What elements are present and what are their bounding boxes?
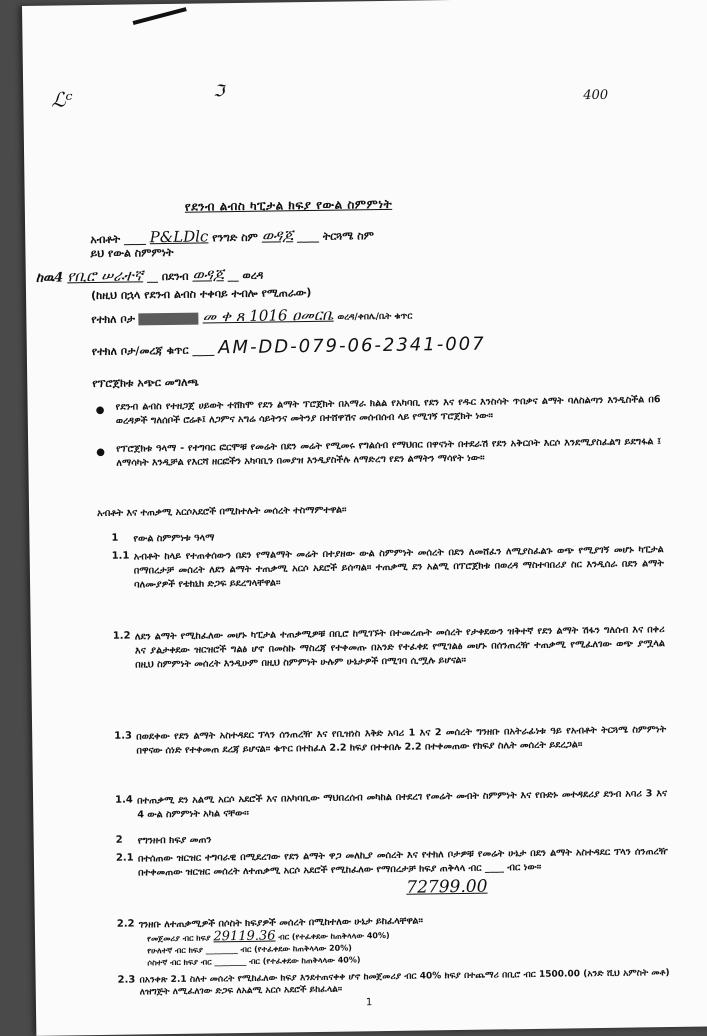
field-row-6: የተክለ ቦታ/መረጃ ቁጥር ____ AM-DD-079-06-2341-007 [91,333,486,359]
bullet-text: የደንብ ልብስ የተዘጋጀ ሀይወት ተሸክሞ የደን ልማት ፕሮጀክት በአማራ ክልል የአካባቢ የደን እና የዱር እንስሳት ጥበቃና ልማት ባለስልጣን እንዲስችል በ6 ወረዳዎች ግለሰቦች ሮሬቶ፤ ለጋምና አግሬ ሳይትንና መትንያ በተሸዋሽና መሰብሰብ ላይ የሚገኝ ፕሮጀክት ነው፡፡ [115,394,661,427]
field-row-4: (ከዚህ በኋላ የደንብ ልብስ ተቀባይ ተብሎ የሚጠራው) [90,285,312,303]
field-row-2: ይህ የውል ስምምነት [90,245,174,261]
section-number: 1 [111,532,119,544]
section-heading: የውል ስምምነቱ ዓላማ [133,532,215,545]
field-row-3: ከዉ4 የቢሮ ሠራተኛ __ በደንብ ወዳጆ __ ወረዳ [35,265,264,286]
section-number: 1.3 [114,730,132,742]
redaction [139,313,199,326]
document-page [22,0,707,1036]
bullet-icon: ● [96,446,106,459]
payment-row: የመጀመሪያ ብር ክፍያ 29119.36 ብር (የተፈቀደው ከጠቅላላው 40%) [146,928,390,945]
page-number: 1 [365,997,373,1009]
intro-text: አብቶት እና ተጠቃሚ አርሶአደሮች በሚከተሉት መሰረት ተስማምተዋል፡፡ [97,504,347,520]
field-row-7: የፕሮጀክቱ አጭር መግለጫ [92,375,199,391]
scribble-mid: ℑ [213,81,225,101]
ink-mark [133,7,187,25]
section-number: 2.3 [117,974,136,986]
section-number: 1.4 [115,794,133,806]
section-number: 2.2 [116,918,135,930]
document-title: የደንብ ልብስ ካፒታል ክፍያ የውል ስምምነት [184,196,393,214]
bullet-text: የፕሮጀክቱ ዓላማ - የተግባር ፎርሞቹ የመሬት በደን መሬት የሚመሩ የግልሰብ የማህበር በዋናነት በተደራሽ የደን አቅርቦት እርሶ እንደሚያስፈልግ ይደግፋል ፤ ለማሳካት እንዲቻል የእርሻ ዘርፎችን አካባቢን በመያዝ እንዲያስችሉ ለማድረግ የደን ልማትን ማሳየት ነው፡፡ [116,436,662,469]
scribble-top: ℒᶜ [51,87,73,112]
section-text: በተሰጠው ዝርዝር ተግባራዊ በሚደረገው የደን ልማት ዋጋ መለኪያ መሰረት እና የተክለ ቦታዎቹ የመሬት ሁኔታ በደን ልማት አስተዳደር ፕላን ሰንጠረዥ በተቀመጠው ዝርዝር መሰረት ለተጠቃሚ አርሶ አደሮች የሚከፈለው የማበረታቻ ክፍያ ጠቅላላ ብር ____ ብር ነው፡፡ [137,846,668,879]
payment-row: ሶስተኛ ብር ክፍያ ብር ________ ብር (የተፈቀደው ከጠቅላላው 40%) [147,955,361,968]
section-text: በተጠቃሚ ደን አልሚ አርሶ አደሮች እና በአካባቢው ማህበረሰብ መካከል በተደረገ የመሬት መብት ስምምነት እና የቡድኑ መተዳደሪያ ደንብ አባሪ 3 እና 4 ውል ስምምነት አካል ናቸው፡፡ [137,788,668,821]
total-amount: 72799.00 [406,876,488,898]
section-number: 1.1 [111,550,130,562]
section-heading: የግንዘብ ክፍያ መጠን [137,834,212,847]
section-text: ለደን ልማት የሚከፈለው መሆኑ ካፒታል ተጠቃሚዎቹ በቢሮ ከሚገኙት በተመረጡት መሰረት የታቀደውን ዝቅተኛ የደን ልማት ሽፋን ግለሰብ እና በቀሪ እና ያልታቀደው ዝርዝሮች ግልፅ ሆኖ በመስኩ ማስረጃ የተቀመጡ በአንድ የተፈቀደ የሚገልፅ መሆኑ በሰንጠረዥ ተጠቃሚ የሚፈለገው ወጭ ያሟላል በዚህ ስምምነት መሰረት እንዲሁም በዚህ ስምምነት ሁሉም ሁኔታዎች በሚገባ ሲሟሉ ይሆናል፡፡ [134,624,666,671]
section-number: 2 [115,834,123,846]
payment-list [147,925,692,970]
section-text: በአንቀጽ 2.1 ስለተ መሰረት የሚከፈለው ክፍያ እንደተጠናቀቀ ሆኖ ከመጀመሪያ ብር 40% ክፍያ በተጨማሪ በቢሮ ብር 1500.00 (አንድ ሺህ አምስት መቶ) ለዝግጅት ለሚፈለገው ድጋፍ ለአልሚ አርሶ አደሮች ይከፈላል፡፡ [139,968,670,998]
margin-number: 400 [583,87,609,104]
field-row-5: የተክለ ቦታ መ ቀ ጸ 1016 ዐመርቤ ወረዳ/ቀበሌ/ቤት ቁጥር [91,305,413,327]
bullet-icon: ● [95,404,105,417]
section-number: 2.1 [115,852,134,864]
payment-row: የሁለተኛ ብር ክፍያ ________ ብር (የተፈቀደው ከጠቅላላው 20%) [147,943,352,956]
section-text: በወደቀው የደን ልማት አስተዳደር ፕላን ሰንጠረዥ እና የቢዝነስ እቅድ አባሪ 1 እና 2 መሰረት ግንዘቡ በአትራፊነቱ ዓይ የአብቶት ትርጓሜ ስምምነት በዋናው ሰነድ የተቀመጠ ደረጃ ይሆናል፡፡ ቁጥር በተከፈለ 2.2 ክፍያ በተቀበሉ 2.2 በተቀመጠው የክፍያ ስሌት መሰረት ይደረጋል፡፡ [136,724,667,757]
section-number: 1.2 [112,630,131,642]
field-row-1: አብቶት ____ P&LDlc የንግድ ስም ወዳጆ ____ ትርጓሜ ስም [90,226,375,247]
section-text: ገንዘቡ ለተጠቃሚዎች በሶስት ክፍያዎች መሰረት በሚከተለው ሁኔታ ይከፈላቸዋል፡፡ [138,915,424,931]
section-text: አብቶት ከላይ የተጠቀሰውን በደን የማልማት መሬት በተያዘው ውል ስምምነት መሰረት በደን ለመሸፈን ለሚያስፈልጉ ወጭ የሚያገኝ መሆኑ ካፒታል በማበረታቻ መሰረት ለደን ልማት ተጠቃሚ አርሶ አደሮች ይሰጣል፡፡ ተጠቃሚ ደን አልሚ በፕሮጀክቱ በወረዳ ማስተባበሪያ ስር እንዲሰራ በደን ልማት ባለሙያዎች የቴክኒክ ድጋፍ ይደረግላቸዋል፡፡ [133,544,664,591]
